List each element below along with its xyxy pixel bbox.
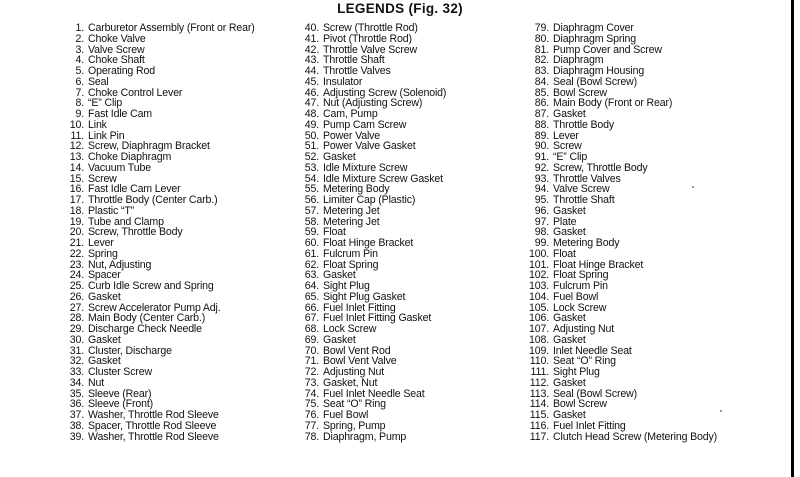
legend-item	[58, 249, 255, 260]
legend-item-label: Sight Plug	[553, 366, 600, 378]
legend-item-number: 67.	[304, 312, 319, 325]
legend-item-number: 66.	[304, 301, 319, 314]
legend-item-number: 103.	[528, 280, 549, 292]
legend-item-label: Idle Mixture Screw Gasket	[323, 172, 443, 185]
legend-item-number: 18.	[69, 204, 84, 217]
legend-item-label: Screw, Throttle Body	[88, 226, 183, 239]
legend-item-label: Float	[553, 247, 576, 260]
legend-item	[58, 335, 255, 346]
legend-item-label: Sight Plug Gasket	[323, 290, 406, 303]
legend-item-label: Throttle Valves	[553, 172, 621, 185]
legend-item	[523, 120, 717, 131]
legend-item-label: Nut (Adjusting Screw)	[323, 97, 423, 110]
legend-column-2	[293, 23, 446, 442]
legend-item	[58, 77, 255, 88]
legend-item-label: Washer, Throttle Rod Sleeve	[88, 430, 219, 443]
legend-item-number: 27.	[69, 301, 84, 314]
legend-item-number: 26.	[69, 290, 84, 303]
legend-item-number: 85.	[534, 86, 549, 99]
legend-item-label: Pivot (Throttle Rod)	[323, 32, 412, 45]
legend-item-number: 68.	[304, 323, 319, 335]
legend-item-number: 48.	[304, 108, 319, 120]
legend-item	[523, 34, 717, 45]
legend-item-number: 77.	[304, 419, 319, 432]
legend-item-label: “E” Clip	[88, 97, 123, 110]
legend-item-number: 100.	[528, 247, 549, 260]
legend-item-label: Power Valve Gasket	[323, 140, 416, 153]
legend-item-number: 114.	[529, 398, 549, 411]
legend-item-label: Operating Rod	[88, 65, 155, 77]
legend-item-label: Spring	[88, 247, 118, 260]
legend-item-label: Power Valve	[323, 129, 381, 142]
legend-item-number: 97.	[534, 215, 549, 228]
page-title: LEGENDS (Fig. 32)	[337, 1, 463, 16]
legend-item-label: Gasket	[553, 333, 586, 346]
legend-item-label: Idle Mixture Screw	[323, 161, 408, 174]
legend-item-number: 10.	[69, 118, 84, 131]
legend-item-number: 60.	[304, 237, 319, 249]
legend-item-number: 86.	[534, 97, 549, 110]
legend-item	[293, 206, 446, 217]
legend-item-label: Link	[88, 118, 107, 131]
legend-item-label: Metering Jet	[323, 215, 380, 228]
legend-item-number: 92.	[534, 161, 549, 174]
legend-item-label: Gasket	[88, 333, 121, 346]
legend-item	[58, 206, 255, 217]
legend-item-label: Inlet Needle Seat	[553, 344, 632, 357]
legend-item-number: 110.	[529, 355, 549, 368]
legend-item-number: 69.	[304, 333, 319, 346]
legend-item-label: Fuel Inlet Fitting	[553, 419, 626, 432]
legend-item-number: 65.	[304, 290, 319, 303]
legend-item-number: 106.	[528, 312, 549, 325]
legend-item-label: Fuel Inlet Needle Seat	[323, 387, 425, 400]
legend-item-label: Throttle Body (Center Carb.)	[88, 194, 218, 206]
legend-item-number: 17.	[69, 194, 84, 206]
legend-item-number: 111.	[530, 366, 549, 378]
legend-item-label: Limiter Cap (Plastic)	[323, 194, 416, 206]
legend-item-label: Screw Accelerator Pump Adj.	[88, 301, 221, 314]
legend-item-number: 40.	[304, 22, 319, 34]
legend-item-label: Lever	[88, 237, 114, 249]
legend-item-label: Screw, Diaphragm Bracket	[88, 140, 210, 153]
legend-item-label: Gasket	[553, 108, 586, 120]
legend-item-number: 91.	[534, 151, 549, 163]
legend-item-number: 9.	[75, 108, 84, 120]
scan-speck	[720, 410, 722, 412]
legend-item-number: 82.	[534, 54, 549, 67]
legend-item-label: Fuel Inlet Fitting	[323, 301, 396, 314]
legend-item-number: 7.	[75, 86, 84, 99]
legend-item-number: 56.	[304, 194, 319, 206]
legend-item-label: Throttle Valve Screw	[323, 43, 417, 56]
legend-item-label: Bowl Screw	[553, 86, 607, 99]
legend-item-label: Nut	[88, 376, 105, 389]
legend-item-number: 104.	[528, 290, 549, 303]
legend-item-label: Metering Body	[553, 237, 620, 249]
legend-item-label: Gasket	[88, 355, 121, 368]
legend-item-label: Screw (Throttle Rod)	[323, 22, 418, 34]
legend-item-number: 52.	[304, 151, 319, 163]
legend-item	[58, 421, 255, 432]
legend-item-number: 42.	[304, 43, 319, 56]
legend-item-label: Gasket	[553, 409, 586, 421]
legend-item-label: Sleeve (Front)	[88, 398, 154, 411]
legend-item-label: Spring, Pump	[323, 419, 386, 432]
legend-item-number: 25.	[69, 280, 84, 292]
legend-item-label: Float Hinge Bracket	[323, 237, 414, 249]
legend-item-label: Lever	[553, 129, 579, 142]
legend-item-number: 72.	[304, 366, 319, 378]
legend-item	[58, 34, 255, 45]
legend-item-label: Seal	[88, 75, 109, 88]
legend-item-number: 93.	[534, 172, 549, 185]
legend-item-label: Choke Diaphragm	[88, 151, 172, 163]
legend-item-label: Curb Idle Screw and Spring	[88, 280, 214, 292]
legend-item	[58, 163, 255, 174]
legend-item	[293, 120, 446, 131]
legend-item-number: 31.	[69, 344, 84, 357]
legend-item-label: Diaphragm Cover	[553, 22, 634, 34]
legend-item-label: Bowl Vent Rod	[323, 344, 391, 357]
legend-item-label: Bowl Vent Valve	[323, 355, 397, 368]
legend-item-number: 11.	[70, 129, 84, 142]
legend-item-number: 88.	[534, 118, 549, 131]
legend-item-number: 115.	[529, 409, 549, 421]
legend-item-label: Bowl Screw	[553, 398, 607, 411]
legend-item	[523, 378, 717, 389]
legend-item-number: 62.	[304, 258, 319, 271]
legend-item-number: 55.	[304, 183, 319, 196]
legend-item-number: 53.	[304, 161, 319, 174]
legend-item-number: 16.	[69, 183, 84, 196]
legend-item	[523, 432, 717, 443]
legend-item-label: Choke Control Lever	[88, 86, 183, 99]
legend-item-number: 13.	[69, 151, 84, 163]
legend-item-label: Gasket	[553, 226, 586, 239]
legend-item	[58, 432, 255, 443]
legend-item-label: Throttle Valves	[323, 65, 391, 77]
legend-item-number: 49.	[304, 118, 319, 131]
legend-item-label: Spacer, Throttle Rod Sleeve	[88, 419, 217, 432]
legend-item	[293, 421, 446, 432]
legend-item-number: 94.	[534, 183, 549, 196]
legend-item-label: Nut, Adjusting	[88, 258, 152, 271]
legend-item-number: 30.	[69, 333, 84, 346]
legend-item-number: 57.	[304, 204, 319, 217]
legend-item-number: 6.	[75, 75, 84, 88]
legend-item	[293, 335, 446, 346]
legend-item-label: Fast Idle Cam	[88, 108, 152, 120]
legend-item-label: Washer, Throttle Rod Sleeve	[88, 409, 219, 421]
legend-item-label: Choke Valve	[88, 32, 146, 45]
legend-item-label: Gasket	[88, 290, 121, 303]
legend-item-label: Gasket	[323, 151, 356, 163]
legend-item-number: 41.	[304, 32, 319, 45]
legend-item	[293, 249, 446, 260]
legend-item	[523, 206, 717, 217]
legend-item-label: Tube and Clamp	[88, 215, 164, 228]
legend-item-number: 58.	[304, 215, 319, 228]
legend-item-label: Valve Screw	[553, 183, 610, 196]
legend-item-label: Sight Plug	[323, 280, 370, 292]
legend-item-label: Valve Screw	[88, 43, 145, 56]
legend-item-label: Adjusting Screw (Solenoid)	[323, 86, 447, 99]
legend-item-label: Lock Screw	[553, 301, 607, 314]
legend-item-number: 109.	[528, 344, 549, 357]
legend-item-label: Plastic “T”	[88, 204, 135, 217]
legend-item-label: Gasket	[323, 333, 356, 346]
legend-item-number: 84.	[534, 75, 549, 88]
legend-item-number: 19.	[69, 215, 84, 228]
legend-item-number: 39.	[69, 430, 84, 443]
legend-item	[293, 432, 446, 443]
legend-item	[293, 34, 446, 45]
legend-item-label: Vacuum Tube	[88, 161, 151, 174]
legend-item-number: 78.	[304, 430, 319, 443]
legend-item-label: Gasket, Nut	[323, 376, 378, 389]
legend-item-label: Adjusting Nut	[553, 323, 615, 335]
legend-item-number: 28.	[69, 312, 84, 325]
legend-item-label: Diaphragm Spring	[553, 32, 636, 45]
legend-item-number: 117.	[529, 430, 549, 443]
legend-item-label: Cam, Pump	[323, 108, 378, 120]
legend-item-label: “E” Clip	[553, 151, 588, 163]
legend-item-label: Float Spring	[323, 258, 379, 271]
legend-item	[293, 292, 446, 303]
legend-item-label: Fuel Bowl	[553, 290, 599, 303]
legend-item-label: Insulator	[323, 75, 363, 88]
legend-item-number: 47.	[304, 97, 319, 110]
legend-item-label: Plate	[553, 215, 577, 228]
legend-item-number: 8.	[75, 97, 84, 110]
legend-item-number: 5.	[75, 65, 84, 77]
legend-item	[523, 335, 717, 346]
legend-item-number: 51.	[304, 140, 319, 153]
legend-item-label: Screw	[88, 172, 117, 185]
legend-item-number: 89.	[534, 129, 549, 142]
legend-item-label: Link Pin	[88, 129, 125, 142]
legend-item-label: Metering Jet	[323, 204, 380, 217]
legend-item-label: Float Spring	[553, 269, 609, 282]
legend-item	[523, 292, 717, 303]
legend-item-label: Discharge Check Needle	[88, 323, 202, 335]
legend-item-label: Seal (Bowl Screw)	[553, 387, 637, 400]
legend-item-label: Diaphragm, Pump	[323, 430, 407, 443]
legend-item-number: 22.	[69, 247, 84, 260]
legend-item-label: Gasket	[553, 376, 586, 389]
legend-item-number: 116.	[529, 419, 549, 432]
legend-item-label: Diaphragm Housing	[553, 65, 645, 77]
legend-item-number: 36.	[69, 398, 84, 411]
legend-item-label: Choke Shaft	[88, 54, 145, 67]
legend-item-label: Cluster, Discharge	[88, 344, 172, 357]
legend-item-number: 107.	[528, 323, 549, 335]
legend-item-label: Gasket	[323, 269, 356, 282]
legend-item-number: 90.	[534, 140, 549, 153]
legend-item-number: 43.	[304, 54, 319, 67]
legend-item-label: Metering Body	[323, 183, 390, 196]
legend-item	[58, 292, 255, 303]
legend-item-label: Float	[323, 226, 346, 239]
legend-item-number: 59.	[304, 226, 319, 239]
legend-item-number: 54.	[304, 172, 319, 185]
legend-item-label: Throttle Shaft	[323, 54, 385, 67]
legend-item-number: 1.	[75, 22, 84, 34]
legend-item-number: 76.	[304, 409, 319, 421]
legend-item-label: Fuel Bowl	[323, 409, 369, 421]
legend-item-number: 75.	[304, 398, 319, 411]
legend-item-number: 3.	[75, 43, 84, 56]
legend-item-label: Screw, Throttle Body	[553, 161, 648, 174]
legend-item	[293, 163, 446, 174]
legend-item-label: Float Hinge Bracket	[553, 258, 644, 271]
legend-item-label: Screw	[553, 140, 582, 153]
legend-item-label: Seat “O” Ring	[553, 355, 616, 368]
legend-item-label: Seat “O” Ring	[323, 398, 386, 411]
legend-item-label: Pump Cam Screw	[323, 118, 407, 131]
legend-item-number: 37.	[69, 409, 84, 421]
legend-item-number: 46.	[304, 86, 319, 99]
legend-item-number: 81.	[534, 43, 549, 56]
legend-item	[58, 120, 255, 131]
legend-item-label: Adjusting Nut	[323, 366, 385, 378]
legend-item-label: Main Body (Center Carb.)	[88, 312, 206, 325]
legend-item-label: Fast Idle Cam Lever	[88, 183, 181, 196]
legend-item-number: 50.	[304, 129, 319, 142]
legend-item-label: Diaphragm	[553, 54, 604, 67]
legend-item-number: 34.	[69, 376, 84, 389]
legend-item-number: 112.	[529, 376, 549, 389]
legend-item-number: 80.	[534, 32, 549, 45]
legend-item-number: 33.	[69, 366, 84, 378]
legend-item-label: Pump Cover and Screw	[553, 43, 662, 56]
legend-item-label: Throttle Body	[553, 118, 615, 131]
legend-item-number: 108.	[528, 333, 549, 346]
legend-item	[523, 77, 717, 88]
legend-item-label: Fuel Inlet Fitting Gasket	[323, 312, 432, 325]
scan-edge-line	[791, 0, 794, 477]
legend-item-number: 102.	[528, 269, 549, 282]
legend-item-number: 73.	[304, 376, 319, 389]
legend-item-number: 61.	[304, 247, 319, 260]
legend-item-label: Gasket	[553, 204, 586, 217]
legend-item-label: Fulcrum Pin	[553, 280, 608, 292]
legend-item-label: Sleeve (Rear)	[88, 387, 152, 400]
legend-item-number: 15.	[69, 172, 84, 185]
legend-item-number: 38.	[69, 419, 84, 432]
legend-item-number: 29.	[69, 323, 84, 335]
legend-item-number: 96.	[534, 204, 549, 217]
legend-item-number: 83.	[534, 65, 549, 77]
legend-item-number: 20.	[69, 226, 84, 239]
legend-item-number: 79.	[534, 22, 549, 34]
legend-item-label: Lock Screw	[323, 323, 377, 335]
legend-item-number: 23.	[69, 258, 84, 271]
legend-item-number: 4.	[75, 54, 84, 67]
legend-item-number: 113.	[529, 387, 549, 400]
legend-item-label: Seal (Bowl Screw)	[553, 75, 637, 88]
legend-item-number: 35.	[69, 387, 84, 400]
legend-item-label: Cluster Screw	[88, 366, 152, 378]
legend-item-number: 74.	[304, 387, 319, 400]
legend-column-3	[523, 23, 717, 442]
legend-item-number: 2.	[75, 32, 84, 45]
legend-item-number: 14.	[69, 161, 84, 174]
legend-item-number: 101.	[528, 258, 549, 271]
legend-item-number: 21.	[69, 237, 84, 249]
legend-item-number: 70.	[304, 344, 319, 357]
legend-item-number: 95.	[534, 194, 549, 206]
legend-item-number: 63.	[304, 269, 319, 282]
legend-item-label: Gasket	[553, 312, 586, 325]
legend-item	[523, 249, 717, 260]
legend-item-number: 44.	[304, 65, 319, 77]
legend-item	[293, 378, 446, 389]
legend-item-number: 32.	[69, 355, 84, 368]
legend-item-number: 64.	[304, 280, 319, 292]
scan-speck	[692, 186, 694, 188]
legend-item	[523, 163, 717, 174]
legend-item-number: 71.	[304, 355, 319, 368]
legend-item-label: Carburetor Assembly (Front or Rear)	[88, 22, 255, 34]
legend-item	[293, 77, 446, 88]
legend-item-label: Spacer	[88, 269, 121, 282]
legend-item-number: 45.	[304, 75, 319, 88]
legend-item	[523, 421, 717, 432]
legend-item-label: Clutch Head Screw (Metering Body)	[553, 430, 718, 443]
legend-column-1	[58, 23, 255, 442]
legend-item-number: 105.	[528, 301, 549, 314]
legend-item-number: 99.	[534, 237, 549, 249]
legend-item-number: 87.	[534, 108, 549, 120]
legend-item-number: 12.	[69, 140, 84, 153]
legend-item	[58, 378, 255, 389]
legend-item-label: Main Body (Front or Rear)	[553, 97, 673, 110]
legend-item-number: 24.	[69, 269, 84, 282]
legend-item-number: 98.	[534, 226, 549, 239]
legend-item-label: Throttle Shaft	[553, 194, 615, 206]
legend-item-label: Fulcrum Pin	[323, 247, 378, 260]
